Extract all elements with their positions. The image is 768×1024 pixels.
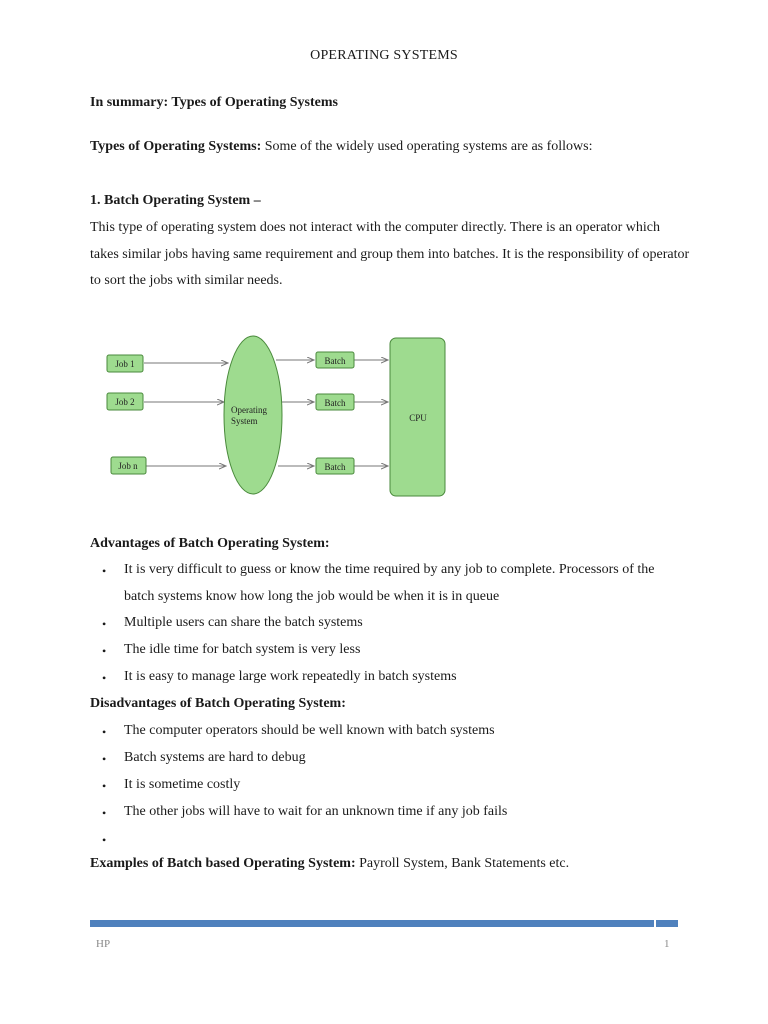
advantage-item-1: It is very difficult to guess or know the time required by any job to complete. Processors of the batch systems know how long the job would be when it is in queue xyxy=(124,562,655,604)
advantage-bullet-4: • xyxy=(102,671,107,685)
footer-rule xyxy=(90,920,654,927)
examples-label: Examples of Batch based Operating System: xyxy=(90,856,356,871)
advantage-item-2: Multiple users can share the batch systems xyxy=(124,615,363,630)
disadvantage-bullet-2: • xyxy=(102,752,107,766)
job-box-n xyxy=(111,457,146,474)
disadvantage-bullet-4: • xyxy=(102,806,107,820)
job-label-1: Job 1 xyxy=(115,359,135,369)
disadvantage-item-3: It is sometime costly xyxy=(124,777,241,792)
types-intro xyxy=(90,138,593,156)
disadvantage-bullet-3: • xyxy=(102,779,107,793)
advantage-bullet-2: • xyxy=(102,617,107,631)
footer-rule-end xyxy=(656,920,678,927)
operating-system-node xyxy=(224,336,282,494)
batch-label-2: Batch xyxy=(324,398,346,408)
cpu-label: CPU xyxy=(409,413,427,423)
cpu-node xyxy=(390,338,445,496)
disadvantage-item-2: Batch systems are hard to debug xyxy=(124,750,306,765)
advantages-heading: Advantages of Batch Operating System: xyxy=(90,536,330,551)
section-heading: 1. Batch Operating System – xyxy=(90,193,261,208)
page-number: 1 xyxy=(664,938,670,950)
page-header-title: OPERATING SYSTEMS xyxy=(310,48,458,63)
examples-line xyxy=(90,855,569,873)
summary-heading: In summary: Types of Operating Systems xyxy=(90,95,338,110)
types-intro-text: Some of the widely used operating systems are as follows: xyxy=(261,139,593,154)
disadvantage-bullet-empty: • xyxy=(102,833,107,847)
disadvantage-item-4: The other jobs will have to wait for an unknown time if any job fails xyxy=(124,804,508,819)
footer-left-text: HP xyxy=(96,938,111,950)
batch-box-1 xyxy=(316,352,354,368)
batch-os-diagram xyxy=(100,330,460,505)
description-paragraph: This type of operating system does not interact with the computer directly. There is an operator which takes similar jobs having same requirement and group them into batches. It is the responsibility of operator to sort the jobs with similar needs. xyxy=(90,220,690,288)
os-label-line2: System xyxy=(231,416,258,426)
types-intro-label: Types of Operating Systems: xyxy=(90,139,262,154)
advantage-bullet-3: • xyxy=(102,644,107,658)
batch-box-3 xyxy=(316,458,354,474)
batch-label-3: Batch xyxy=(324,462,346,472)
advantage-item-3: The idle time for batch system is very less xyxy=(124,642,361,657)
disadvantages-heading: Disadvantages of Batch Operating System: xyxy=(90,696,346,711)
job-label-2: Job 2 xyxy=(115,397,135,407)
batch-label-1: Batch xyxy=(324,356,346,366)
os-label-line1: Operating xyxy=(231,405,267,415)
job-box-2 xyxy=(107,393,143,410)
disadvantage-bullet-1: • xyxy=(102,725,107,739)
advantage-bullet-1: • xyxy=(102,564,107,578)
disadvantage-item-1: The computer operators should be well known with batch systems xyxy=(124,723,495,738)
examples-text: Payroll System, Bank Statements etc. xyxy=(355,856,570,871)
batch-box-2 xyxy=(316,394,354,410)
job-label-n: Job n xyxy=(118,461,138,471)
job-box-1 xyxy=(107,355,143,372)
advantage-item-4: It is easy to manage large work repeatedly in batch systems xyxy=(124,669,457,684)
